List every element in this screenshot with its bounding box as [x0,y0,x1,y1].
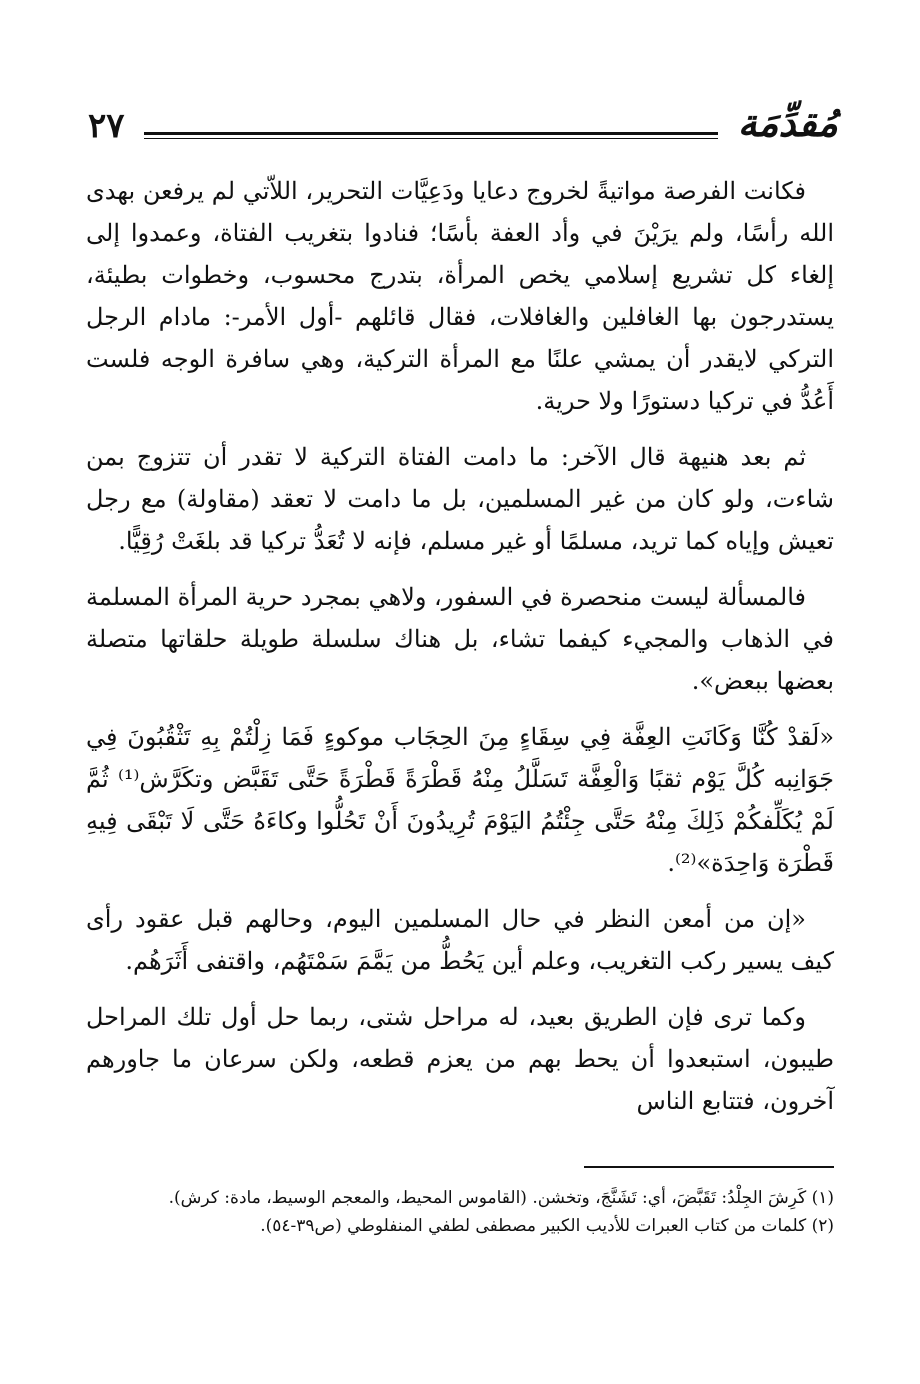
footnote-1: (١) كَرِشَ الجِلْدُ: تَقَبَّضَ، أي: تَشَنَّجَ، وتخشن. (القاموس المحيط، والمعجم الوسيط، مادة: كرش). [168,1188,834,1208]
paragraph-5: «إن من أمعن النظر في حال المسلمين اليوم، وحالهم قبل عقود رأى كيف يسير ركب التغريب، وعلم أين يَحُطُّ من يَمَّمَ سَمْتَهُم، واقتفى أَثَرَهُم. [86,905,834,975]
header-rule-thin [144,138,718,139]
footnote-2: (٢) كلمات من كتاب العبرات للأديب الكبير مصطفى لطفي المنفلوطي (ص٣٩-٥٤). [260,1216,834,1236]
paragraph-2: ثم بعد هنيهة قال الآخر: ما دامت الفتاة التركية لا تقدر أن تتزوج بمن شاءت، ولو كان من غير المسلمين، بل ما دامت لا تعقد (مقاولة) مع رجل تعيش وإياه كما تريد، مسلمًا أو غير مسلم، فإنه لا تُعَدُّ تركيا قد بلغَتْ رُقِيًّا. [86,443,834,555]
header-rule [144,132,718,135]
paragraph-6: وكما ترى فإن الطريق بعيد، له مراحل شتى، ربما حل أول تلك المراحل طيبون، استبعدوا أن يحط بهم من يعزم قطعه، ولكن سرعان ما جاورهم آخرون، فتتابع الناس [86,1003,834,1115]
body-text [86,170,834,1136]
footnote-separator [584,1166,834,1168]
paragraph-1: فكانت الفرصة مواتيةً لخروج دعايا ودَعِيَّات التحرير، اللاّتي لم يرفعن بهدى الله رأسًا، ولم يرَيْنَ في وأد العفة بأسًا؛ فنادوا بتغريب الفتاة، وعمدوا إلى إلغاء كل تشريع إسلامي يخص المرأة، بتدرج محسوب، وخطوات بطيئة، يستدرجون بها الغافلين والغافلات، فقال قائلهم -أول الأمر-: مادام الرجل التركي لايقدر أن يمشي علنًا مع المرأة التركية، وهي سافرة الوجه فلست أَعُدُّ في تركيا دستورًا ولا حرية. [86,177,834,415]
quotation-paragraph: «لَقدْ كُنَّا وَكَانَتِ العِفَّة فِي سِقَاءٍ مِنَ الحِجَاب موكوءٍ فَمَا زِلْتُمْ بِهِ تَثْقُبُونَ فِي جَوَانِبه كُلَّ يَوْم ثقبًا وَالْعِفَّة تَسَلَّلُ مِنْهُ قَطْرَةً قَطْرَةً حَتَّى تَقَبَّض وتكَرَّش⁽¹⁾ ثُمَّ لَمْ يُكَلِّفكُمْ ذَلِكَ مِنْهُ حَتَّى جِئْتُمُ اليَوْمَ تُرِيدُونَ أَنْ تَحُلُّوا وكاءَهُ حَتَّى لَا تَبْقَى فِيهِ قَطْرَة وَاحِدَة»⁽²⁾. [86,723,834,877]
footnotes [86,1184,834,1240]
paragraph-3: فالمسألة ليست منحصرة في السفور، ولاهي بمجرد حرية المرأة المسلمة في الذهاب والمجيء كيفما تشاء، بل هناك سلسلة طويلة حلقاتها متصلة بعضها ببعض». [86,583,834,695]
page-header [88,102,838,150]
page-number: ٢٧ [88,106,125,146]
chapter-title: مُقدِّمَة [737,100,838,145]
